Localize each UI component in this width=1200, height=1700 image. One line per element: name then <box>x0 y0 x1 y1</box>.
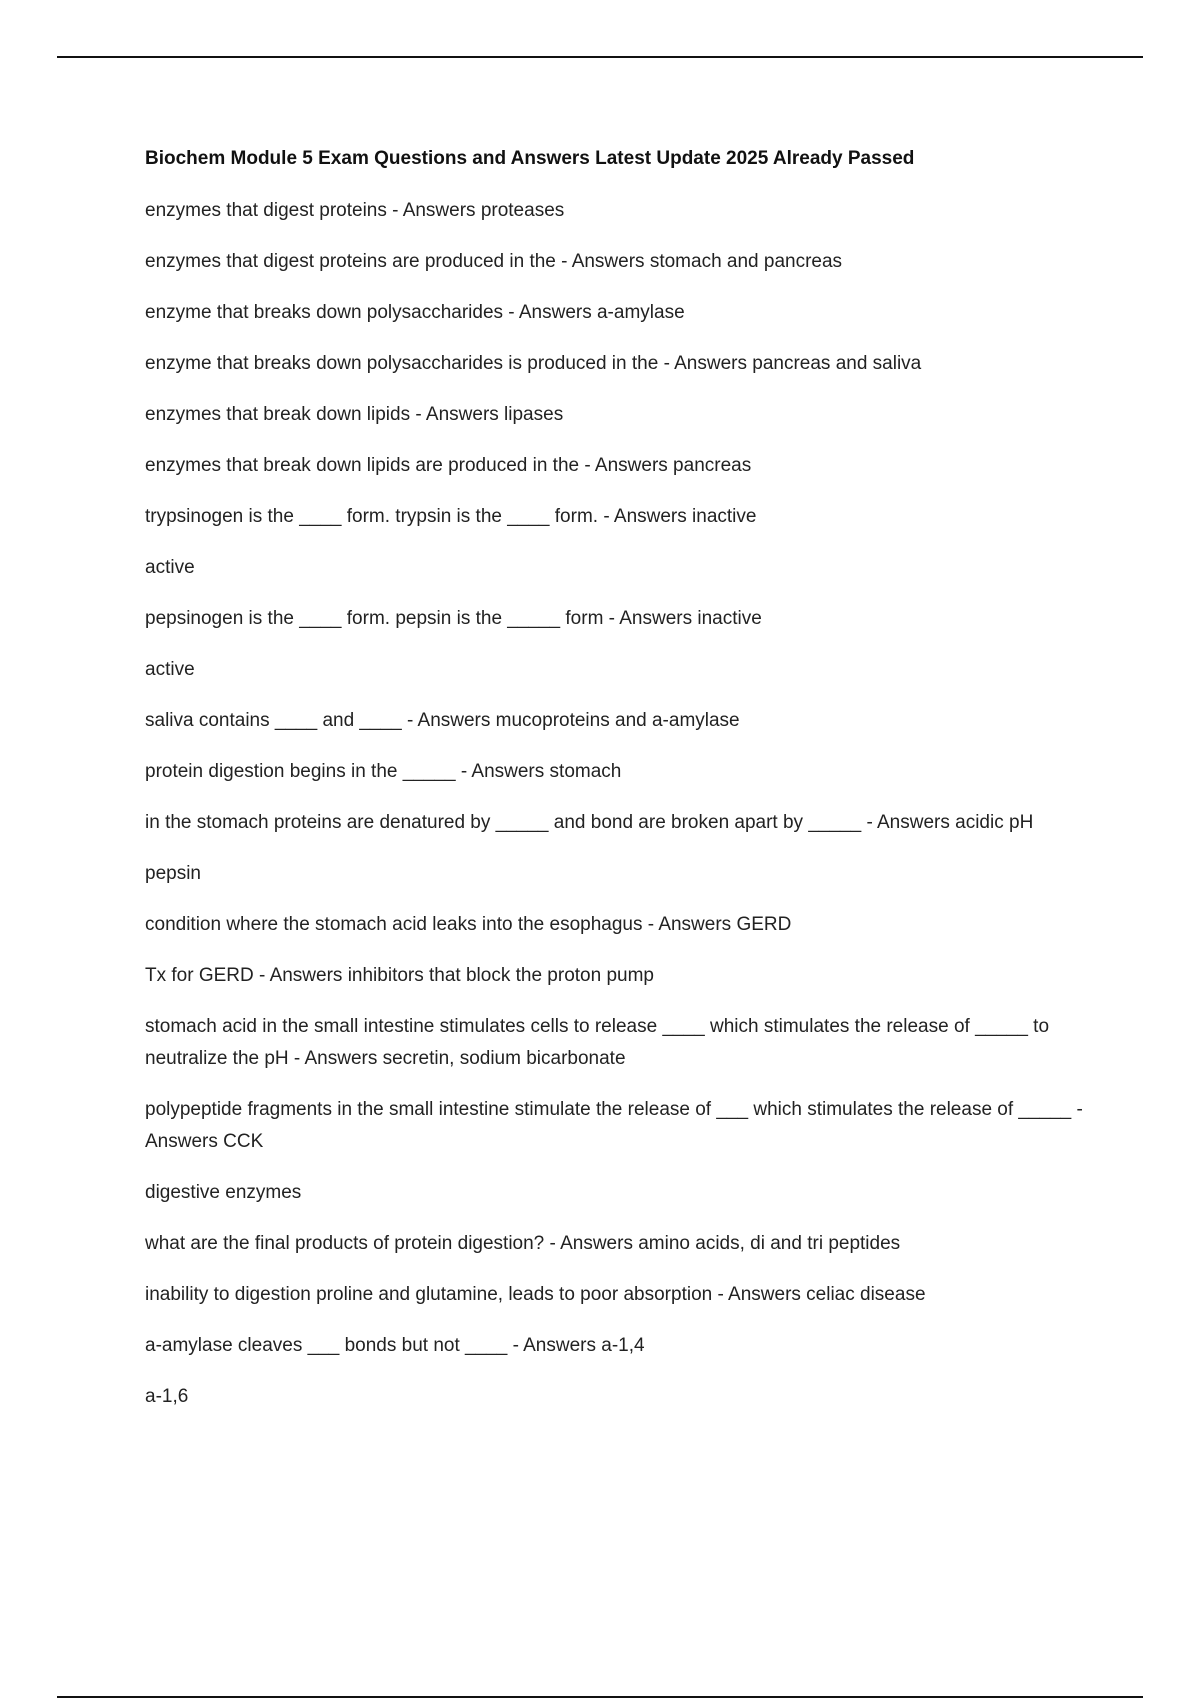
qa-item: condition where the stomach acid leaks into the esophagus - Answers GERD <box>145 914 792 935</box>
qa-item-continuation: active <box>145 557 195 578</box>
qa-item: trypsinogen is the ____ form. trypsin is the ____ form. - Answers inactive <box>145 506 757 527</box>
document-body <box>145 146 1095 1432</box>
qa-item: enzymes that break down lipids are produced in the - Answers pancreas <box>145 455 752 476</box>
qa-item: inability to digestion proline and glutamine, leads to poor absorption - Answers celiac disease <box>145 1284 926 1305</box>
qa-item: polypeptide fragments in the small intestine stimulate the release of ___ which stimulates the release of _____ - Answers CCK <box>145 1099 1083 1152</box>
qa-item: enzymes that digest proteins are produced in the - Answers stomach and pancreas <box>145 251 843 272</box>
qa-item-continuation: pepsin <box>145 863 201 884</box>
qa-item: what are the final products of protein digestion? - Answers amino acids, di and tri peptides <box>145 1233 901 1254</box>
qa-item: enzymes that digest proteins - Answers proteases <box>145 200 565 221</box>
qa-item: pepsinogen is the ____ form. pepsin is the _____ form - Answers inactive <box>145 608 762 629</box>
qa-item-continuation: active <box>145 659 195 680</box>
footer-rule <box>57 1696 1143 1698</box>
document-title: Biochem Module 5 Exam Questions and Answers Latest Update 2025 Already Passed <box>145 148 915 169</box>
qa-item: enzyme that breaks down polysaccharides is produced in the - Answers pancreas and saliva <box>145 353 922 374</box>
qa-item: in the stomach proteins are denatured by _____ and bond are broken apart by _____ - Answers acidic pH <box>145 812 1034 833</box>
qa-item: stomach acid in the small intestine stimulates cells to release ____ which stimulates the release of _____ to neutralize the pH - Answers secretin, sodium bicarbonate <box>145 1016 1050 1069</box>
qa-item-continuation: a-1,6 <box>145 1386 189 1407</box>
qa-item-continuation: digestive enzymes <box>145 1182 302 1203</box>
qa-item: enzyme that breaks down polysaccharides - Answers a-amylase <box>145 302 685 323</box>
qa-item: a-amylase cleaves ___ bonds but not ____ - Answers a-1,4 <box>145 1335 645 1356</box>
qa-item: Tx for GERD - Answers inhibitors that block the proton pump <box>145 965 654 986</box>
qa-item: saliva contains ____ and ____ - Answers mucoproteins and a-amylase <box>145 710 740 731</box>
qa-item: protein digestion begins in the _____ - Answers stomach <box>145 761 622 782</box>
qa-item: enzymes that break down lipids - Answers lipases <box>145 404 564 425</box>
header-rule <box>57 56 1143 58</box>
